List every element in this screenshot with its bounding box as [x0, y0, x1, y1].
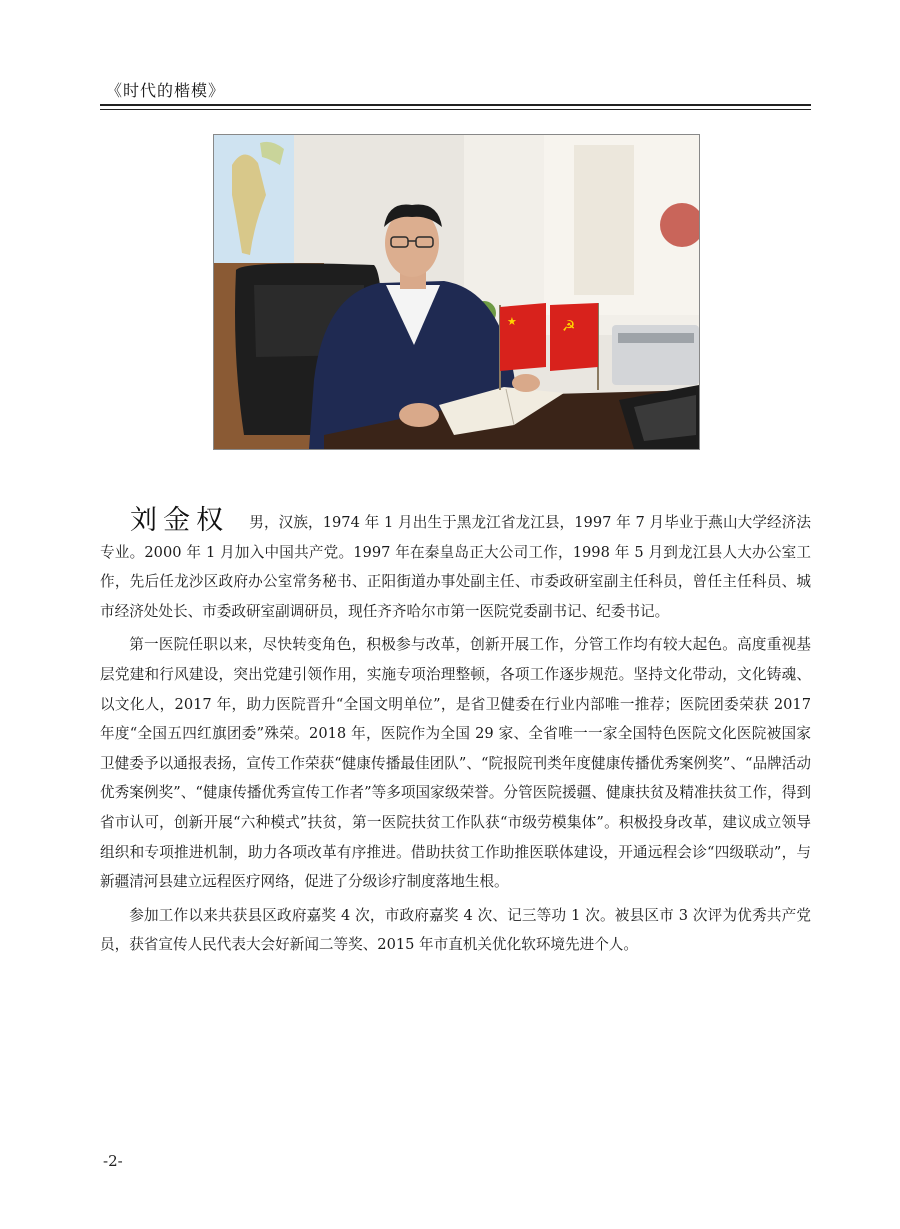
- header-rule-thick: [100, 104, 811, 106]
- profile-paragraph-1-text: 男，汉族，1974 年 1 月出生于黑龙江省龙江县，1997 年 7 月毕业于燕山大学经济法专业。2000 年 1 月加入中国共产党。1997 年在秦皇岛正大公司工作，1998 年 5 月到龙江县人大办公室工作，先后任龙沙区政府办公室常务秘书、正阳街道办事处副主任、市委政研室副主任科员，曾任主任科员、城市经济处处长、市委政研室副调研员，现任齐齐哈尔市第一医院党委副书记、纪委书记。: [100, 514, 812, 620]
- svg-text:★: ★: [507, 315, 517, 328]
- svg-text:☭: ☭: [562, 317, 576, 335]
- profile-paragraph-2: 第一医院任职以来，尽快转变角色，积极参与改革，创新开展工作，分管工作均有较大起色。高度重视基层党建和行风建设，突出党建引领作用，实施专项治理整顿，各项工作逐步规范。坚持文化带动，文化铸魂、以文化人，2017 年，助力医院晋升“全国文明单位”，是省卫健委在行业内部唯一推荐；医院团委荣获 2017 年度“全国五四红旗团委”殊荣。2018 年，医院作为全国 29 家、全省唯一一家全国特色医院文化医院被国家卫健委予以通报表扬，宣传工作荣获“健康传播最佳团队”、“院报院刊类年度健康传播优秀案例奖”、“品牌活动优秀案例奖”、“健康传播优秀宣传工作者”等多项国家级荣誉。分管医院援疆、健康扶贫及精准扶贫工作，得到省市认可，创新开展“六种模式”扶贫，第一医院扶贫工作队获“市级劳模集体”。积极投身改革，建议成立领导组织和专项推进机制，助力各项改革有序推进。借助扶贫工作助推医联体建设，开通远程会诊“四级联动”，与新疆清河县建立远程医疗网络，促进了分级诊疗制度落地生根。: [100, 636, 811, 891]
- wall-map: [214, 135, 294, 265]
- profile-paragraph-1: [100, 506, 811, 626]
- running-header: 《时代的楷模》: [106, 81, 226, 100]
- profile-paragraph-3: 参加工作以来共获县区政府嘉奖 4 次，市政府嘉奖 4 次、记三等功 1 次。被县区市 3 次评为优秀共产党员，获省宣传人民代表大会好新闻二等奖、2015 年市直机关优化软环境先进个人。: [100, 906, 811, 954]
- profile-body: [100, 506, 811, 964]
- header-rule-thin: [100, 109, 811, 110]
- page-number: -2-: [103, 1152, 123, 1170]
- person-name: 刘金权: [130, 505, 230, 536]
- portrait-photo: [213, 134, 700, 450]
